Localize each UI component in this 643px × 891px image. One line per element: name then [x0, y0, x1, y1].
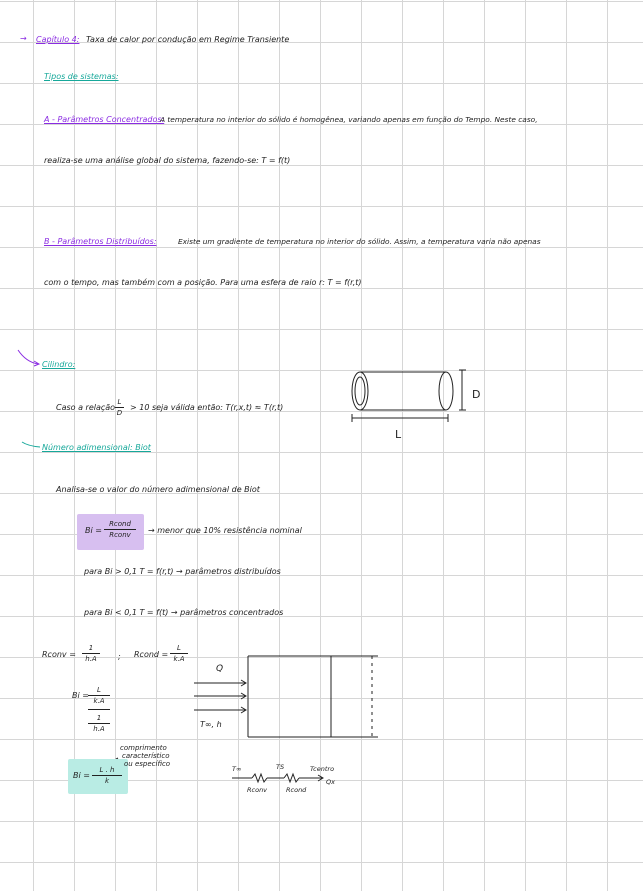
ld-fraction — [115, 398, 124, 417]
hook-arrow-icon — [22, 442, 40, 447]
rconv-lhs: Rconv = — [42, 650, 76, 659]
circuit-tinf-label: T∞ — [232, 765, 242, 773]
cylinder-diagram — [352, 370, 466, 422]
header-arrow: → — [20, 34, 27, 43]
rconv-numerator: 1 — [88, 644, 94, 652]
semicolon: ; — [118, 652, 121, 661]
bi2-inner-fraction — [88, 686, 110, 705]
note-caracteristico: característico — [122, 752, 170, 760]
tipo-a-text-1: A temperatura no interior do sólido é homogênea, variando apenas em função do Tempo. Neste caso, — [160, 115, 538, 124]
tipo-a-label: A - Parâmetros Concentrados: — [44, 115, 165, 124]
bi3-denominator: k — [104, 777, 110, 785]
bi2-outer-numerator: 1 — [96, 714, 102, 722]
bi-numerator: Rcond — [109, 520, 131, 528]
bi-note: → menor que 10% resistência nominal — [148, 526, 302, 535]
dimension-d-label: D — [472, 388, 481, 401]
condition-concentrados: para Bi < 0,1 T = f(t) → parâmetros concentrados — [84, 608, 284, 617]
bi-lhs: Bi = — [85, 526, 102, 535]
section-heading-biot: Número adimensional: Biot — [42, 443, 151, 452]
section-heading-cilindro: Cilindro: — [42, 360, 76, 369]
bi2-outer-denominator: h.A — [93, 725, 105, 733]
bi3-fraction — [92, 766, 122, 785]
bi2-inner-denominator: k.A — [93, 697, 105, 705]
chapter-label: Capítulo 4: — [36, 35, 80, 44]
tipo-b-text-2: com o tempo, mas também com a posição. Para uma esfera de raio r: T = f(r,t) — [44, 278, 362, 287]
bi3-lhs: Bi = — [73, 771, 90, 780]
condition-distribuidos: para Bi > 0,1 T = f(r,t) → parâmetros distribuídos — [84, 567, 281, 576]
chapter-title: Taxa de calor por condução em Regime Transiente — [86, 35, 290, 44]
circuit-rconv-label: Rconv — [247, 786, 268, 794]
ld-numerator: L — [117, 398, 122, 406]
rcond-lhs: Rcond = — [134, 650, 169, 659]
rconv-denominator: h.A — [85, 655, 97, 663]
bi2-lhs: Bi = — [72, 691, 89, 700]
section-heading-tipos: Tipos de sistemas: — [44, 72, 119, 81]
circuit-tcentro-label: Tcentro — [310, 765, 335, 773]
circuit-rcond-label: Rcond — [286, 786, 307, 794]
circuit-q-label: Qx — [326, 778, 335, 786]
tipo-b-label: B - Parâmetros Distribuídos: — [44, 237, 157, 246]
ld-denominator: D — [116, 409, 123, 417]
tipo-b-text-1: Existe um gradiente de temperatura no interior do sólido. Assim, a temperatura varia não apenas — [178, 237, 541, 246]
heat-q-label: Q — [216, 664, 224, 674]
bi2-fraction — [88, 686, 110, 733]
biot-intro: Analisa-se o valor do número adimensional de Biot — [56, 485, 260, 494]
rcond-denominator: k.A — [173, 655, 185, 663]
note-comprimento: comprimento — [120, 744, 167, 752]
rconv-fraction — [82, 644, 100, 663]
bi3-numerator: L . h — [99, 766, 115, 774]
cilindro-text-pre: Caso a relação — [56, 403, 116, 412]
circuit-ts-label: TS — [276, 763, 285, 771]
bi-fraction — [104, 520, 136, 539]
fluid-label: T∞, h — [200, 720, 222, 729]
bi-denominator: Rconv — [109, 531, 131, 539]
rcond-numerator: L — [177, 644, 181, 652]
dimension-l-label: L — [395, 428, 402, 441]
bi2-inner-numerator: L — [97, 686, 101, 694]
rcond-fraction — [170, 644, 188, 663]
cilindro-text-post: > 10 seja válida então: T(r,x,t) ≈ T(r,t) — [130, 403, 284, 412]
note-especifico: ou específico — [124, 760, 171, 768]
bi2-outer-fraction — [88, 714, 110, 733]
tipo-a-text-2: realiza-se uma análise global do sistema, fazendo-se: T = f(t) — [44, 156, 291, 165]
